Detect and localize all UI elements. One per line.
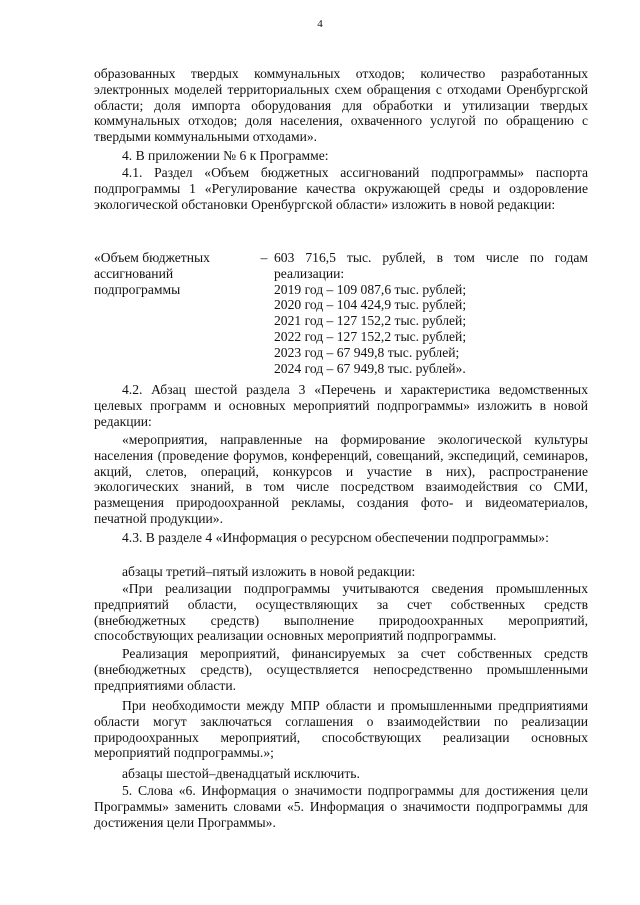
quote-industry-2: Реализация мероприятий, финансируемых за счет собственных средств (внебюджетных средств), осуществляется непосредственно промышленными предприятиями области. (94, 646, 588, 693)
funding-label-line: подпрограммы (94, 281, 181, 297)
funding-label-line: ассигнований (94, 265, 174, 281)
funding-dash: – (260, 250, 268, 265)
paragraph-3-5: абзацы третий–пятый изложить в новой редакции: (122, 564, 416, 579)
paragraph-item-4-2: 4.2. Абзац шестой раздела 3 «Перечень и характеристика ведомственных целевых программ и основных мероприятий подпрограммы» изложить в новой редакции: (94, 382, 588, 429)
funding-total-cont: реализации: (274, 265, 345, 281)
page-number: 4 (317, 18, 323, 30)
funding-year-row: 2022 год – 127 152,2 тыс. рублей; (274, 328, 467, 344)
paragraph-item-4: 4. В приложении № 6 к Программе: (122, 148, 329, 163)
funding-year-row: 2024 год – 67 949,8 тыс. рублей». (274, 360, 466, 376)
funding-values (274, 250, 588, 376)
quote-events: «мероприятия, направленные на формирование экологической культуры населения (проведение форумов, конференций, совещаний, экспедиций, семинаров, акций, слетов, операций, конкурсов и участие в них), распространение экологических знаний, в том числе посредством взаимодействия со СМИ, размещения природоохранной рекламы, создания фото- и видеоматериалов, печатной продукции». (94, 432, 588, 526)
funding-label (94, 250, 254, 297)
paragraph-intro: образованных твердых коммунальных отходов; количество разработанных электронных моделей территориальных схем обращения с отходами Оренбургской области; доля импорта оборудования для обработки и утилизации твердых коммунальных отходов; доля населения, охваченного услугой по обращению с твердыми коммунальными отходами». (94, 66, 588, 145)
funding-table (94, 250, 588, 386)
paragraph-item-4-3: 4.3. В разделе 4 «Информация о ресурсном обеспечении подпрограммы»: (122, 530, 549, 545)
funding-year-row: 2023 год – 67 949,8 тыс. рублей; (274, 344, 460, 360)
funding-total: 603 716,5 тыс. рублей, в том числе по годам (274, 250, 588, 265)
paragraph-6-12: абзацы шестой–двенадцатый исключить. (122, 766, 360, 781)
quote-industry-1: «При реализации подпрограммы учитываются сведения промышленных предприятий области, осуществляющих за счет собственных средств (внебюджетных средств) выполнение природоохранных мероприятий, способствующих реализации основных мероприятий подпрограммы. (94, 581, 588, 644)
funding-year-row: 2021 год – 127 152,2 тыс. рублей; (274, 313, 467, 329)
paragraph-item-5: 5. Слова «6. Информация о значимости подпрограммы для достижения цели Программы» заменить словами «5. Информация о значимости подпрограммы для достижения цели Программы». (94, 783, 588, 830)
quote-industry-3: При необходимости между МПР области и промышленными предприятиями области могут заключаться соглашения о взаимодействии по реализации природоохранных мероприятий, способствующих реализации основных мероприятий подпрограммы.»; (94, 698, 588, 761)
paragraph-item-4-1: 4.1. Раздел «Объем бюджетных ассигнований подпрограммы» паспорта подпрограммы 1 «Регулирование качества окружающей среды и оздоровление экологической обстановки Оренбургской области» изложить в новой редакции: (94, 165, 588, 212)
funding-year-row: 2020 год – 104 424,9 тыс. рублей; (274, 297, 467, 313)
funding-year-row: 2019 год – 109 087,6 тыс. рублей; (274, 281, 467, 297)
funding-label-line: «Объем бюджетных (94, 250, 210, 265)
